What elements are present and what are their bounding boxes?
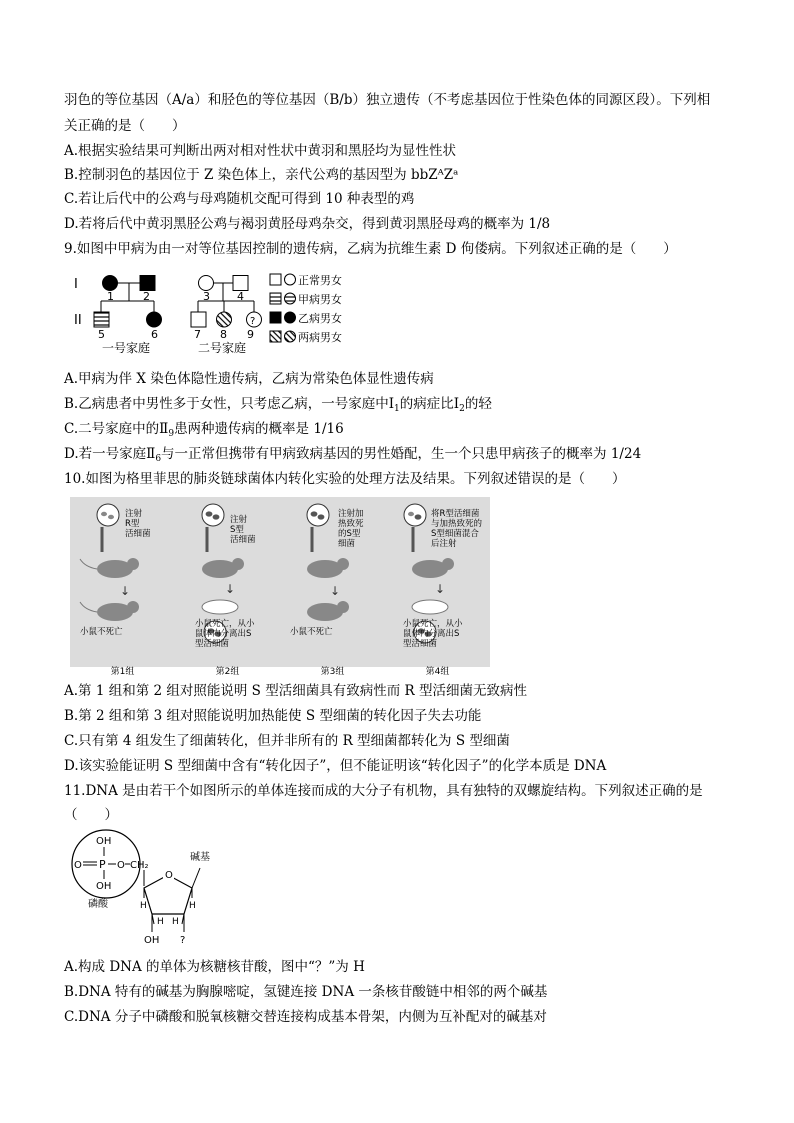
ch2-group: CH₂: [130, 860, 149, 871]
base-label: 碱基: [190, 852, 210, 863]
label-4: 4: [237, 290, 244, 303]
legend-both-female: [285, 331, 296, 342]
o-link: O: [117, 860, 125, 871]
q10-option-a: A.第 1 组和第 2 组对照能说明 S 型活细菌具有致病性而 R 型活细菌无致病性: [64, 683, 527, 699]
q10-option-d: D.该实验能证明 S 型细菌中含有“转化因子”，但不能证明该“转化因子”的化学本质是 DNA: [64, 758, 607, 774]
legend-normal-female: [285, 274, 296, 285]
oh-bottom: OH: [96, 881, 112, 892]
panel-3-result: 小鼠不死亡: [290, 627, 333, 637]
label-9: 9: [247, 328, 254, 341]
unknown-mark: ?: [250, 316, 256, 327]
svg-text:↓: ↓: [435, 582, 446, 596]
q8-option-b: B.控制羽色的基因位于 Z 染色体上，亲代公鸡的基因型为 bbZᴬZᵃ: [64, 167, 459, 183]
q10-option-b: B.第 2 组和第 3 组对照能说明加热能使 S 型细菌的转化因子失去功能: [64, 708, 482, 724]
panel-2-inject: 注射 S型 活细菌: [230, 515, 256, 545]
griffith-figure: [70, 497, 500, 677]
h-3prime: H: [157, 917, 164, 927]
q9-option-c: C.二号家庭中的$Ⅱ_9$患两种遗传病的概率是 1/16: [64, 421, 344, 439]
panel-group-3: [280, 497, 385, 667]
q8-stem-line1: 羽色的等位基因（A/a）和胫色的等位基因（B/b）独立遗传（不考虑基因位于性染色体的同源区段）。下列相: [64, 92, 711, 108]
q11-option-b: B.DNA 特有的碱基为胸腺嘧啶，氢键连接 DNA 一条核苷酸链中相邻的两个碱基: [64, 984, 548, 1000]
label-2: 2: [143, 290, 150, 303]
group-3-label: 第3组: [320, 667, 345, 677]
group-2-label: 第2组: [215, 667, 240, 677]
panel-1-inject: 注射 R型 活细菌: [125, 509, 151, 539]
panel-group-4: [385, 497, 490, 667]
q11-stem-line1: 11.DNA 是由若干个如图所示的单体连接而成的大分子有机物，具有独特的双螺旋结构。下列叙述正确的是: [64, 783, 703, 799]
label-8: 8: [220, 328, 227, 341]
individual-i4: [233, 276, 248, 291]
legend-normal-text: 正常男女: [298, 274, 342, 287]
p-atom: P: [99, 858, 106, 871]
legend-a-text: 甲病男女: [298, 293, 342, 306]
label-1: 1: [107, 290, 114, 303]
legend-a-female: [285, 293, 296, 304]
group-4-label: 第4组: [425, 667, 450, 677]
legend-both-male: [270, 331, 281, 342]
q9-option-a: A.甲病为伴 X 染色体隐性遗传病，乙病为常染色体显性遗传病: [64, 371, 434, 387]
q8-option-c: C.若让后代中的公鸡与母鸡随机交配可得到 10 种表型的鸡: [64, 191, 415, 207]
family1-label: 一号家庭: [102, 341, 151, 355]
h-2prime: H: [172, 917, 179, 927]
legend-b-male: [270, 312, 281, 323]
panel-4-inject: 将R型活细菌 与加热致死的 S型细菌混合 后注射: [431, 509, 483, 549]
legend-normal-male: [270, 274, 281, 285]
q11-stem-line2: （ ）: [64, 807, 118, 823]
q10-stem: 10.如图为格里菲思的肺炎链球菌体内转化实验的处理方法及结果。下列叙述错误的是（ ）: [64, 471, 626, 487]
legend-b-text: 乙病男女: [298, 312, 342, 325]
individual-i2: [140, 276, 155, 291]
individual-ii5: [94, 312, 109, 327]
legend-both-text: 两病男女: [298, 331, 342, 344]
panel-2-result: 小鼠死亡，从小 鼠体内分离出S 型活细菌: [195, 619, 255, 649]
label-3: 3: [203, 290, 210, 303]
q8-stem-line2: 关正确的是（ ）: [64, 118, 186, 134]
o-double: O: [74, 860, 82, 871]
oh-top: OH: [96, 836, 112, 847]
oh-3prime: OH: [144, 935, 160, 946]
label-6: 6: [151, 328, 158, 341]
q11-option-a: A.构成 DNA 的单体为核糖核苷酸，图中“？”为 H: [64, 959, 365, 975]
q9-stem: 9.如图中甲病为由一对等位基因控制的遗传病，乙病为抗维生素 D 佝偻病。下列叙述正确的是（ ）: [64, 241, 677, 257]
individual-ii7: [191, 312, 206, 327]
panel-3-inject: 注射加 热致死 的S型 细菌: [338, 509, 364, 549]
individual-ii8: [217, 312, 232, 327]
svg-text:↓: ↓: [225, 582, 236, 596]
panel-1-result: 小鼠不死亡: [80, 627, 123, 637]
q11-option-c: C.DNA 分子中磷酸和脱氧核糖交替连接构成基本骨架，内侧为互补配对的碱基对: [64, 1009, 547, 1025]
family2-label: 二号家庭: [198, 341, 247, 355]
q10-option-c: C.只有第 4 组发生了细菌转化，但并非所有的 R 型细菌都转化为 S 型细菌: [64, 733, 510, 749]
phosphate-label: 磷酸: [88, 899, 108, 910]
label-7: 7: [194, 328, 201, 341]
individual-i1: [103, 276, 118, 291]
panel-group-2: [175, 497, 280, 667]
q9-option-b: B.乙病患者中男性多于女性，只考虑乙病，一号家庭中$Ⅰ_1$的病症比$Ⅰ_2$的轻: [64, 396, 492, 414]
svg-text:↓: ↓: [120, 584, 131, 598]
legend-b-female: [285, 312, 296, 323]
panel-group-1: [70, 497, 175, 667]
individual-i3: [199, 276, 214, 291]
gen1-label: I: [74, 277, 78, 292]
q8-option-a: A.根据实验结果可判断出两对相对性状中黄羽和黑胫均为显性性状: [64, 143, 457, 159]
q9-option-d: D.若一号家庭$Ⅱ_6$与一正常但携带有甲病致病基因的男性婚配，生一个只患甲病孩子的概率为 1/24: [64, 446, 642, 464]
q8-option-d: D.若将后代中黄羽黑胫公鸡与褐羽黄胫母鸡杂交，得到黄羽黑胫母鸡的概率为 1/8: [64, 216, 551, 232]
svg-text:↓: ↓: [330, 584, 341, 598]
group-1-label: 第1组: [110, 667, 135, 677]
label-5: 5: [98, 328, 105, 341]
individual-ii6: [147, 312, 162, 327]
nucleotide-structure: [64, 828, 234, 950]
h-1prime: H: [189, 901, 196, 911]
gen2-label: II: [74, 313, 82, 328]
ring-oxygen: O: [165, 870, 173, 881]
panel-4-result: 小鼠死亡，从小 鼠体内分离出S 型活细菌: [403, 619, 463, 649]
pedigree-figure: [64, 268, 364, 358]
legend-a-male: [270, 293, 281, 304]
question-mark: ?: [180, 935, 186, 946]
h-4prime: H: [140, 901, 147, 911]
